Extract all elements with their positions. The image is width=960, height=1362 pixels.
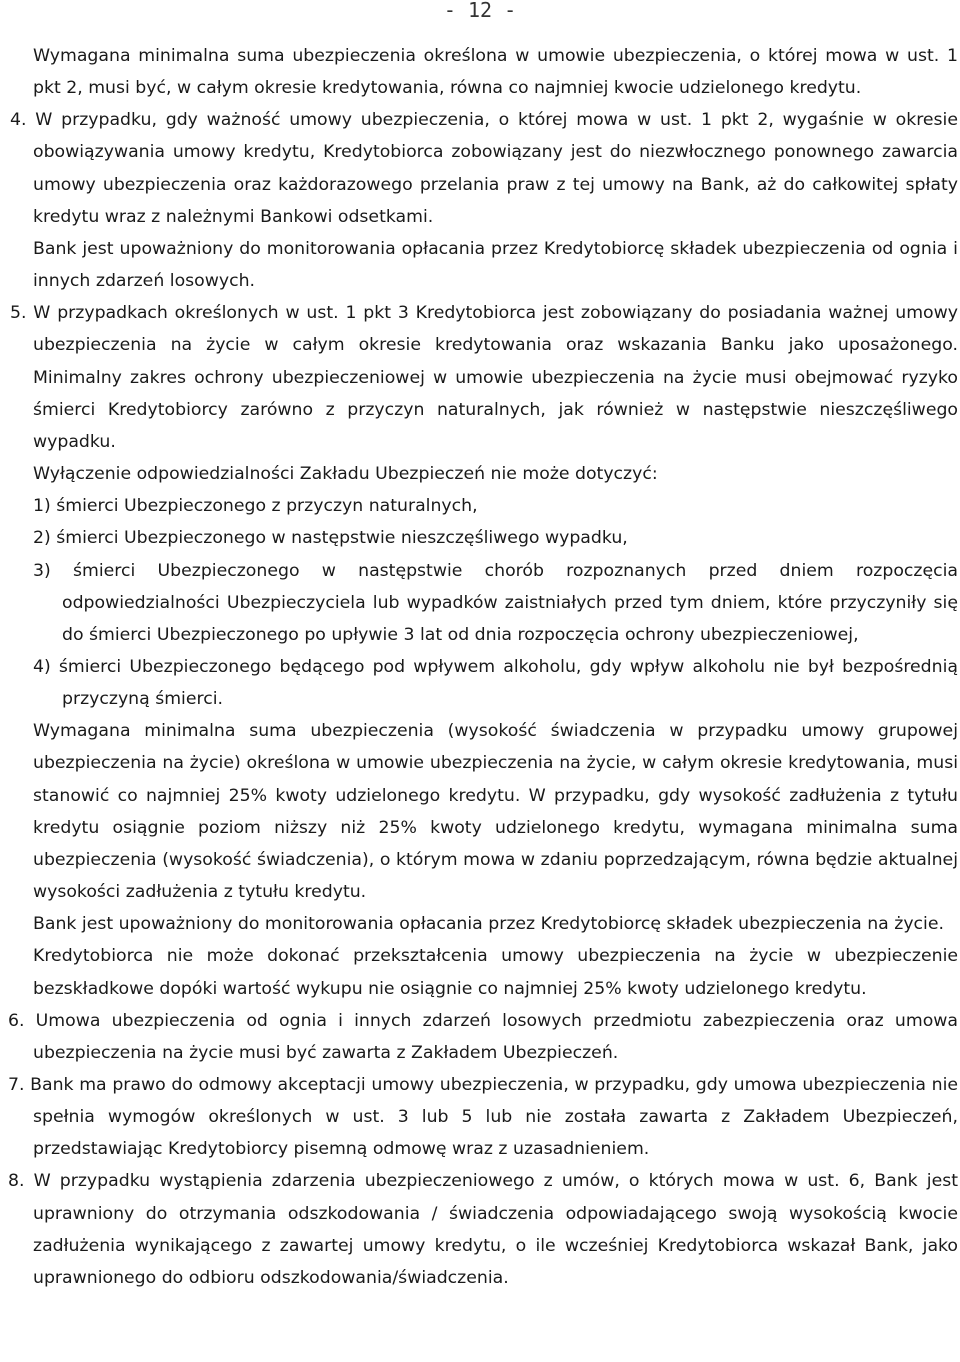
paragraph-5-exclusions-intro: Wyłączenie odpowiedzialności Zakładu Ubezpieczeń nie może dotyczyć:: [33, 464, 658, 485]
list-item-4: 4) śmierci Ubezpieczonego będącego pod wpływem alkoholu, gdy wpływ alkoholu nie był bezpośrednią przyczyną śmierci.: [33, 656, 958, 710]
document-body: [0, 40, 960, 1294]
paragraph-5-bank-monitoring: Bank jest upoważniony do monitorowania opłacania przez Kredytobiorcę składek ubezpieczenia na życie.: [33, 914, 944, 935]
paragraph-5-min-sum-life: Wymagana minimalna suma ubezpieczenia (wysokość świadczenia w przypadku umowy grupowej ubezpieczenia na życie) określona w umowie ubezpieczenia na życie, w całym okresie kredytowania, musi stanowić co najmniej 25% kwoty udzielonego kredytu. W przypadku, gdy wysokość zadłużenia z tytułu kredytu osiągnie poziom niższy niż 25% kwoty udzielonego kredytu, wymagana minimalna suma ubezpieczenia (wysokość świadczenia), o którym mowa w zdaniu poprzedzającym, równa będzie aktualnej wysokości zadłużenia z tytułu kredytu.: [33, 721, 958, 903]
paragraph-7: 7. Bank ma prawo do odmowy akceptacji umowy ubezpieczenia, w przypadku, gdy umowa ubezpieczenia nie spełnia wymogów określonych w ust. 3 lub 5 lub nie została zawarta z Zakładem Ubezpieczeń, przedstawiając Kredytobiorcy pisemną odmowę wraz z uzasadnieniem.: [8, 1075, 958, 1160]
paragraph-6: 6. Umowa ubezpieczenia od ognia i innych zdarzeń losowych przedmiotu zabezpieczenia oraz umowa ubezpieczenia na życie musi być zawarta z Zakładem Ubezpieczeń.: [8, 1010, 958, 1063]
list-item-1: 1) śmierci Ubezpieczonego z przyczyn naturalnych,: [33, 496, 478, 517]
paragraph-4-bank-monitoring: Bank jest upoważniony do monitorowania opłacania przez Kredytobiorcę składek ubezpieczenia od ognia i innych zdarzeń losowych.: [33, 238, 958, 292]
paragraph-4: 4. W przypadku, gdy ważność umowy ubezpieczenia, o której mowa w ust. 1 pkt 2, wygaśnie w okresie obowiązywania umowy kredytu, Kredytobiorca zobowiązany jest do niezwłocznego ponownego zawarcia umowy ubezpieczenia oraz każdorazowego przelania praw z tej umowy na Bank, aż do całkowitej spłaty kredytu wraz z należnymi Bankowi odsetkami.: [10, 110, 958, 227]
list-item-2: 2) śmierci Ubezpieczonego w następstwie nieszczęśliwego wypadku,: [33, 528, 628, 549]
paragraph-min-sum-fire: Wymagana minimalna suma ubezpieczenia określona w umowie ubezpieczenia, o której mowa w ust. 1 pkt 2, musi być, w całym okresie kredytowania, równa co najmniej kwocie udzielonego kredytu.: [33, 46, 958, 99]
paragraph-8: 8. W przypadku wystąpienia zdarzenia ubezpieczeniowego z umów, o których mowa w ust. 6, Bank jest uprawniony do otrzymania odszkodowania / świadczenia odpowiadającego swoją wysokością kwocie zadłużenia wynikającego z zawartej umowy kredytu, o ile wcześniej Kredytobiorca wskazał Bank, jako uprawnionego do odbioru odszkodowania/świadczenia.: [8, 1171, 958, 1288]
list-item-3: 3) śmierci Ubezpieczonego w następstwie chorób rozpoznanych przed dniem rozpoczęcia odpowiedzialności Ubezpieczyciela lub wypadków zaistniałych przed tym dniem, które przyczyniły się do śmierci Ubezpieczonego po upływie 3 lat od dnia rozpoczęcia ochrony ubezpieczeniowej,: [33, 560, 958, 645]
page-number: - 12 -: [443, 0, 517, 22]
paragraph-5: 5. W przypadkach określonych w ust. 1 pkt 3 Kredytobiorca jest zobowiązany do posiadania ważnej umowy ubezpieczenia na życie w całym okresie kredytowania oraz wskazania Banku jako uposażonego. Minimalny zakres ochrony ubezpieczeniowej w umowie ubezpieczenia na życie musi obejmować ryzyko śmierci Kredytobiorcy zarówno z przyczyn naturalnych, jak również w następstwie nieszczęśliwego wypadku.: [10, 303, 958, 452]
paragraph-5-no-conversion: Kredytobiorca nie może dokonać przekształcenia umowy ubezpieczenia na życie w ubezpieczenie bezskładkowe dopóki wartość wykupu nie osiągnie co najmniej 25% kwoty udzielonego kredytu.: [33, 946, 958, 999]
